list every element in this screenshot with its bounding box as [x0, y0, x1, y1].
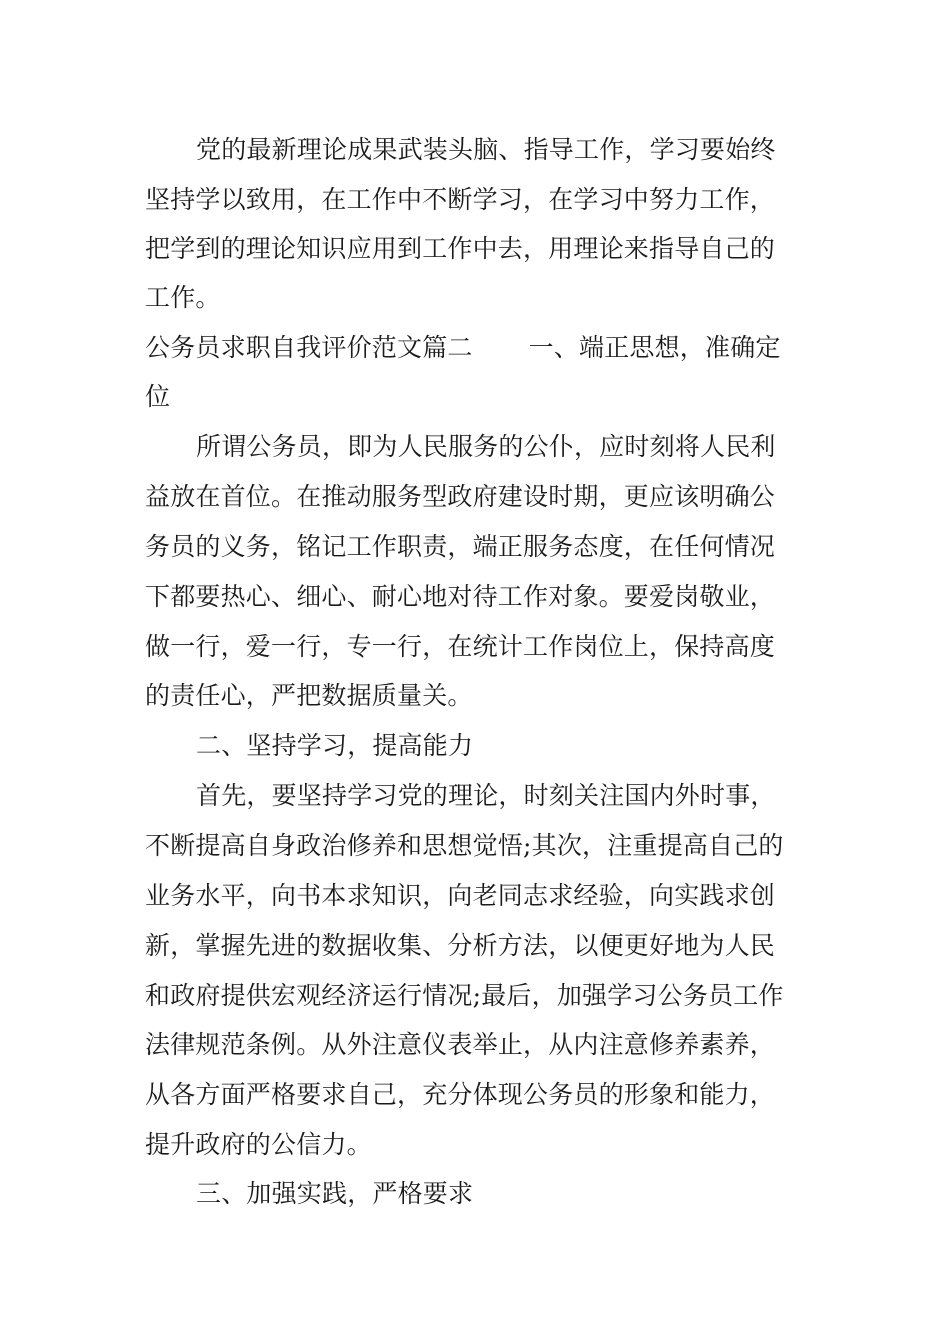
- section-3-heading: 三、加强实践，严格要求: [196, 1179, 474, 1208]
- paragraph-2-line-1: 所谓公务员，即为人民服务的公仆，应时刻将人民利: [196, 432, 776, 461]
- paragraph-1-line-2: 坚持学以致用，在工作中不断学习，在学习中努力工作，: [145, 185, 776, 214]
- paragraph-3-line-5: 和政府提供宏观经济运行情况;最后，加强学习公务员工作: [145, 981, 784, 1010]
- article-heading-line: [145, 331, 810, 365]
- paragraph-3-line-1: 首先，要坚持学习党的理论，时刻关注国内外时事，: [196, 781, 776, 810]
- section-2-heading: 二、坚持学习，提高能力: [196, 731, 474, 760]
- paragraph-2-line-2: 益放在首位。在推动服务型政府建设时期，更应该明确公: [145, 482, 776, 511]
- paragraph-1-line-3: 把学到的理论知识应用到工作中去，用理论来指导自己的: [145, 234, 776, 263]
- paragraph-1-line-1: 党的最新理论成果武装头脑、指导工作，学习要始终: [196, 135, 776, 164]
- paragraph-3-line-8: 提升政府的公信力。: [145, 1130, 372, 1159]
- paragraph-2-line-3: 务员的义务，铭记工作职责，端正服务态度，在任何情况: [145, 532, 776, 561]
- paragraph-2-line-5: 做一行，爱一行，专一行，在统计工作岗位上，保持高度: [145, 632, 776, 661]
- paragraph-3-line-6: 法律规范条例。从外注意仪表举止，从内注意修养素养，: [145, 1030, 776, 1059]
- paragraph-2-line-6: 的责任心，严把数据质量关。: [145, 681, 473, 710]
- paragraph-1-line-4: 工作。: [145, 283, 221, 312]
- paragraph-3-line-4: 新，掌握先进的数据收集、分析方法，以便更好地为人民: [145, 931, 776, 960]
- article-title: 公务员求职自我评价范文篇二: [145, 333, 473, 362]
- section-1-heading-cont: 位: [145, 382, 171, 411]
- paragraph-3-line-3: 业务水平，向书本求知识，向老同志求经验，向实践求创: [145, 881, 776, 910]
- paragraph-2-line-4: 下都要热心、细心、耐心地对待工作对象。要爱岗敬业，: [145, 582, 776, 611]
- section-1-heading: 一、端正思想，准确定: [528, 333, 781, 362]
- paragraph-3-line-7: 从各方面严格要求自己，充分体现公务员的形象和能力，: [145, 1080, 776, 1109]
- paragraph-3-line-2: 不断提高自身政治修养和思想觉悟;其次，注重提高自己的: [145, 831, 784, 860]
